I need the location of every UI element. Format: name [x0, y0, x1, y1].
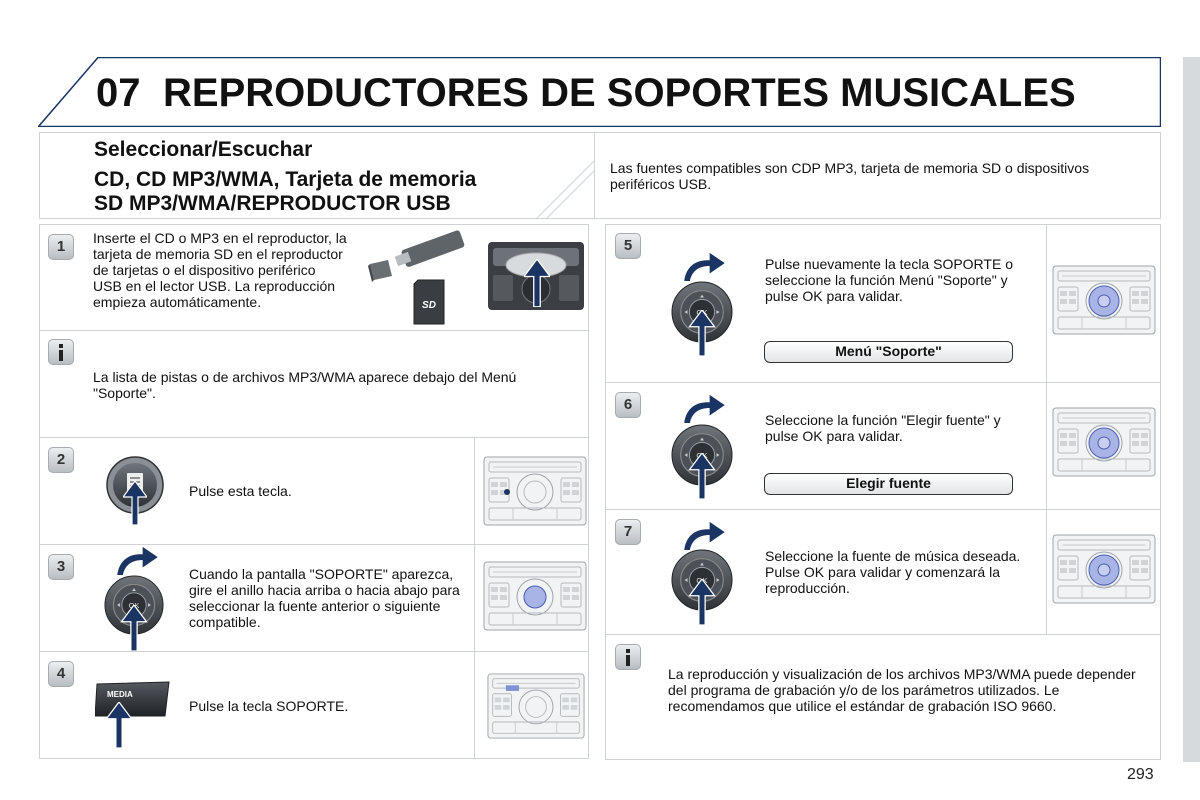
media-devices-illustration [362, 226, 482, 328]
section-subheading-2: SD MP3/WMA/REPRODUCTOR USB [94, 192, 451, 215]
step-2-text: Pulse esta tecla. [189, 483, 292, 499]
step-7-text: Seleccione la fuente de música deseada. Pulse OK para validar y comenzará la reproducción. [765, 548, 1021, 596]
rotate-arrow-icon [681, 250, 727, 282]
elegir-fuente-button[interactable]: Elegir fuente [764, 473, 1013, 495]
radio-panel-thumbnail [483, 453, 587, 529]
sources-note: Las fuentes compatibles son CDP MP3, tarjeta de memoria SD o dispositivos periféricos USB. [610, 160, 1090, 192]
insert-up-arrow-icon [524, 259, 550, 307]
step-6-badge: 6 [615, 392, 641, 418]
step-3-text: Cuando la pantalla "SOPORTE" aparezca, gire el anillo hacia arriba o hacia abajo para seleccionar la fuente anterior o siguiente compatible. [189, 566, 460, 630]
svg-text:SD: SD [422, 300, 436, 311]
sd-card-icon [414, 280, 444, 324]
step-1-text: Inserte el CD o MP3 en el reproductor, la tarjeta de memoria SD en el reproductor de tarjetas o el dispositivo periférico USB en el lector USB. La reproducción empieza automáticamente. [93, 230, 347, 310]
media-key-illustration [95, 680, 171, 744]
radio-panel-thumbnail [1052, 404, 1156, 480]
step-2-badge: 2 [48, 447, 74, 473]
press-up-arrow-icon [688, 453, 716, 499]
press-up-arrow-icon [105, 702, 133, 748]
rotate-arrow-icon [681, 392, 727, 424]
step-3-badge: 3 [48, 554, 74, 580]
section-heading: Seleccionar/Escuchar [94, 138, 313, 161]
radio-panel-thumbnail [483, 558, 587, 634]
step-5-badge: 5 [615, 233, 641, 259]
step-6-text: Seleccione la función "Elegir fuente" y pulse OK para validar. [765, 412, 1001, 444]
step-7-badge: 7 [615, 519, 641, 545]
press-up-arrow-icon [688, 579, 716, 625]
usb-stick-icon [395, 230, 465, 268]
info-icon [615, 644, 641, 670]
media-list-key-illustration [105, 455, 165, 525]
page-number: 293 [1127, 766, 1154, 783]
press-up-arrow-icon [120, 605, 148, 651]
radio-panel-thumbnail [487, 668, 585, 744]
radio-panel-thumbnail [1052, 531, 1156, 607]
side-tab-bar [1183, 57, 1200, 762]
info-2-text: La reproducción y visualización de los archivos MP3/WMA puede depender del programa de grabación y/o de los parámetros utilizados. Le recomendamos que utilice el estándar de grabación ISO 9660. [668, 666, 1136, 714]
step-4-badge: 4 [48, 661, 74, 687]
radio-panel-thumbnail [1052, 262, 1156, 338]
step-4-text: Pulse la tecla SOPORTE. [189, 698, 349, 714]
press-up-arrow-icon [688, 310, 716, 356]
chapter-header [38, 57, 1161, 127]
menu-soporte-button[interactable]: Menú "Soporte" [764, 341, 1013, 363]
info-1-text: La lista de pistas o de archivos MP3/WMA aparece debajo del Menú "Soporte". [93, 369, 517, 401]
rotate-arrow-icon [681, 519, 727, 551]
cd-slot-illustration [487, 241, 585, 311]
chapter-title: REPRODUCTORES DE SOPORTES MUSICALES [163, 71, 1076, 115]
step-5-text: Pulse nuevamente la tecla SOPORTE o seleccione la función Menú "Soporte" y pulse OK para validar. [765, 256, 1013, 304]
usb-adapter-icon [368, 260, 392, 282]
section-subheading-1: CD, CD MP3/WMA, Tarjeta de memoria [94, 168, 477, 191]
step-1-badge: 1 [48, 234, 74, 260]
media-key-label: MEDIA [107, 690, 133, 699]
info-icon [48, 339, 74, 365]
chapter-number: 07 [96, 71, 141, 115]
press-up-arrow-icon [123, 481, 147, 525]
rotate-arrow-icon [114, 544, 160, 576]
